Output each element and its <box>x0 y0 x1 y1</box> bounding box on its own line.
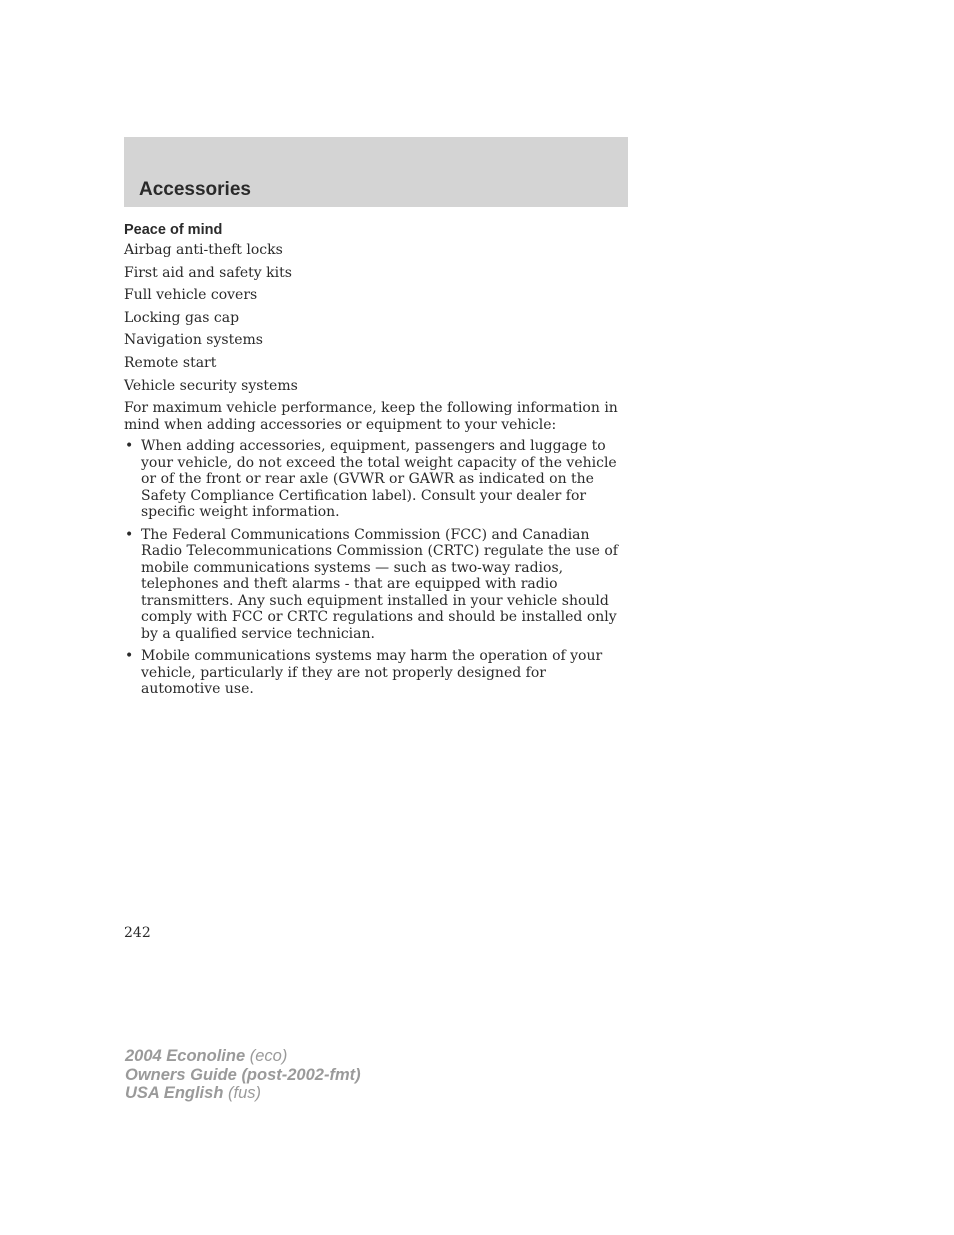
footer-line-language <box>125 1084 361 1103</box>
page-number: 242 <box>124 925 151 941</box>
list-item: First aid and safety kits <box>124 264 292 281</box>
bullet-text: The Federal Communications Commission (FCC) and Canadian Radio Telecommunications Commission (CRTC) regulate the use of mobile communications systems — such as two-way radios, telephones and theft alarms - that are equipped with radio transmitters. Any such equipment installed in your vehicle should comply with FCC or CRTC regulations and should be installed only by a qualified service technician. <box>141 526 618 642</box>
list-item: Full vehicle covers <box>124 287 258 304</box>
bullet-text: Mobile communications systems may harm the operation of your vehicle, particularly if they are not properly designed for automotive use. <box>141 648 603 698</box>
list-item: Navigation systems <box>124 332 263 349</box>
bullet-item <box>124 438 628 521</box>
accessory-list <box>124 242 628 395</box>
document-footer <box>125 1047 361 1103</box>
chapter-header-band <box>124 137 628 207</box>
list-item: Remote start <box>124 354 217 371</box>
bullet-icon: • <box>125 648 134 665</box>
bullet-icon: • <box>125 526 134 543</box>
footer-model-code: (eco) <box>249 1047 288 1065</box>
footer-model-name: 2004 Econoline <box>125 1047 246 1065</box>
bullet-list <box>124 438 628 698</box>
bullet-text: When adding accessories, equipment, passengers and luggage to your vehicle, do not exceed the total weight capacity of the vehicle or of the front or rear axle (GVWR or GAWR as indicated on the Safety Compliance Certification label). Consult your dealer for specific weight information. <box>141 438 617 521</box>
list-item: Locking gas cap <box>124 309 240 326</box>
bullet-item <box>124 648 628 698</box>
page-content <box>124 220 628 704</box>
footer-guide-name: Owners Guide (post-2002-fmt) <box>125 1065 361 1084</box>
list-item: Vehicle security systems <box>124 377 298 394</box>
chapter-title: Accessories <box>139 179 251 200</box>
section-heading: Peace of mind <box>124 222 223 238</box>
footer-language-code: (fus) <box>228 1084 261 1102</box>
list-item: Airbag anti-theft locks <box>124 242 283 258</box>
bullet-icon: • <box>125 438 134 455</box>
footer-line-guide <box>125 1066 361 1085</box>
footer-language: USA English <box>125 1084 224 1102</box>
bullet-item <box>124 527 628 643</box>
footer-line-model <box>125 1047 361 1066</box>
intro-paragraph: For maximum vehicle performance, keep the following information in mind when adding accessories or equipment to your vehicle: <box>124 400 618 433</box>
